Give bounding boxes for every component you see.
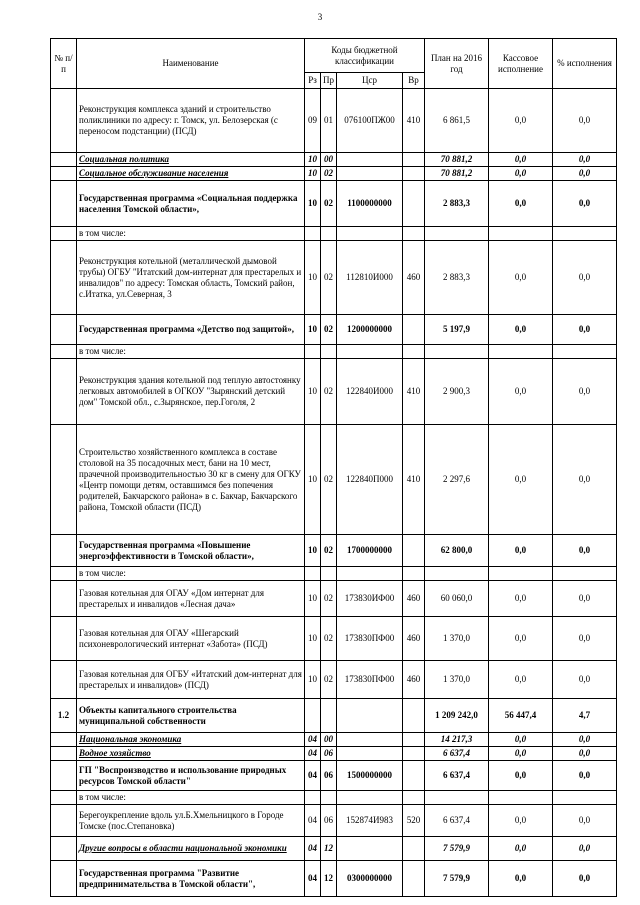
cell-plan: 14 217,3 — [425, 733, 489, 747]
cell-pct: 0,0 — [553, 181, 617, 227]
cell-pr: 00 — [321, 733, 337, 747]
table-row — [51, 617, 617, 661]
cell-vr — [403, 167, 425, 181]
cell-cash: 0,0 — [489, 805, 553, 837]
cell-num — [51, 359, 77, 425]
cell-pr: 12 — [321, 837, 337, 861]
cell-num — [51, 791, 77, 805]
cell-empty — [489, 567, 553, 581]
cell-num — [51, 747, 77, 761]
cell-plan: 6 637,4 — [425, 761, 489, 791]
table-row — [51, 535, 617, 567]
cell-csr: 1500000000 — [337, 761, 403, 791]
cell-pr: 06 — [321, 761, 337, 791]
cell-cash: 0,0 — [489, 153, 553, 167]
cell-rz: 04 — [305, 837, 321, 861]
cell-rz: 09 — [305, 89, 321, 153]
cell-empty — [425, 567, 489, 581]
cell-name: Газовая котельная для ОГАУ «Дом интернат для престарелых и инвалидов «Лесная дача» — [77, 581, 305, 617]
cell-empty — [403, 227, 425, 241]
cell-vr: 410 — [403, 425, 425, 535]
cell-pr: 02 — [321, 181, 337, 227]
cell-cash: 0,0 — [489, 861, 553, 897]
cell-num — [51, 167, 77, 181]
table-row — [51, 241, 617, 315]
header-vr: Вр — [403, 73, 425, 89]
cell-empty — [305, 791, 321, 805]
cell-name: Реконструкция котельной (металлической дымовой трубы) ОГБУ "Итатский дом-интернат для престарелых и инвалидов" по адресу: Томская область, Томский район, с.Итатка, ул.Северная, 3 — [77, 241, 305, 315]
table-body — [51, 89, 617, 897]
cell-csr: 173830ИФ00 — [337, 581, 403, 617]
cell-vr — [403, 535, 425, 567]
cell-pct: 0,0 — [553, 661, 617, 699]
table-row — [51, 699, 617, 733]
cell-csr: 152874И983 — [337, 805, 403, 837]
cell-empty — [489, 791, 553, 805]
cell-vr — [403, 315, 425, 345]
cell-rz: 10 — [305, 241, 321, 315]
cell-rz: 10 — [305, 167, 321, 181]
cell-cash: 0,0 — [489, 535, 553, 567]
cell-rz: 04 — [305, 805, 321, 837]
cell-name: Газовая котельная для ОГБУ «Итатский дом-интернат для престарелых и инвалидов» (ПСД) — [77, 661, 305, 699]
cell-rz: 04 — [305, 761, 321, 791]
cell-pr: 06 — [321, 805, 337, 837]
header-pct: % исполнения — [553, 39, 617, 89]
cell-pr: 06 — [321, 747, 337, 761]
cell-num — [51, 153, 77, 167]
cell-pr: 02 — [321, 661, 337, 699]
cell-cash: 0,0 — [489, 181, 553, 227]
cell-empty — [337, 791, 403, 805]
cell-plan: 2 900,3 — [425, 359, 489, 425]
cell-cash: 0,0 — [489, 617, 553, 661]
cell-empty — [553, 791, 617, 805]
cell-rz: 10 — [305, 581, 321, 617]
cell-name: в том числе: — [77, 227, 305, 241]
cell-pct: 0,0 — [553, 761, 617, 791]
table-row — [51, 153, 617, 167]
cell-num — [51, 861, 77, 897]
cell-vr — [403, 153, 425, 167]
cell-name: Водное хозяйство — [77, 747, 305, 761]
cell-num — [51, 535, 77, 567]
cell-plan: 70 881,2 — [425, 153, 489, 167]
cell-pr: 12 — [321, 861, 337, 897]
cell-name: Государственная программа «Повышение энергоэффективности в Томской области», — [77, 535, 305, 567]
cell-plan: 2 883,3 — [425, 241, 489, 315]
cell-vr: 460 — [403, 241, 425, 315]
cell-empty — [321, 345, 337, 359]
cell-pct: 0,0 — [553, 535, 617, 567]
cell-name: в том числе: — [77, 791, 305, 805]
header-cash: Кассовое исполнение — [489, 39, 553, 89]
table-row — [51, 359, 617, 425]
cell-pr: 02 — [321, 581, 337, 617]
cell-csr: 1700000000 — [337, 535, 403, 567]
cell-pct: 0,0 — [553, 89, 617, 153]
table-row — [51, 167, 617, 181]
cell-rz: 10 — [305, 359, 321, 425]
cell-cash: 0,0 — [489, 241, 553, 315]
cell-pr: 02 — [321, 167, 337, 181]
cell-num — [51, 733, 77, 747]
cell-pct: 0,0 — [553, 241, 617, 315]
cell-empty — [489, 227, 553, 241]
cell-vr — [403, 699, 425, 733]
cell-num — [51, 567, 77, 581]
cell-cash: 0,0 — [489, 167, 553, 181]
cell-pr — [321, 699, 337, 733]
cell-vr: 520 — [403, 805, 425, 837]
cell-plan: 7 579,9 — [425, 837, 489, 861]
table-row — [51, 791, 617, 805]
cell-num — [51, 425, 77, 535]
cell-plan: 6 637,4 — [425, 805, 489, 837]
cell-csr — [337, 153, 403, 167]
cell-pct: 0,0 — [553, 167, 617, 181]
cell-empty — [553, 345, 617, 359]
table-row — [51, 837, 617, 861]
cell-plan: 1 370,0 — [425, 617, 489, 661]
cell-cash: 0,0 — [489, 747, 553, 761]
cell-rz: 10 — [305, 181, 321, 227]
cell-csr: 0300000000 — [337, 861, 403, 897]
cell-csr — [337, 167, 403, 181]
table-row — [51, 861, 617, 897]
cell-rz: 04 — [305, 733, 321, 747]
table-row — [51, 181, 617, 227]
cell-empty — [321, 567, 337, 581]
cell-pr: 02 — [321, 241, 337, 315]
cell-pr: 00 — [321, 153, 337, 167]
cell-pct: 0,0 — [553, 617, 617, 661]
cell-num — [51, 837, 77, 861]
cell-pct: 0,0 — [553, 747, 617, 761]
cell-csr — [337, 837, 403, 861]
cell-rz: 04 — [305, 861, 321, 897]
cell-plan: 1 370,0 — [425, 661, 489, 699]
table-row — [51, 581, 617, 617]
cell-plan: 70 881,2 — [425, 167, 489, 181]
cell-vr — [403, 761, 425, 791]
cell-csr — [337, 747, 403, 761]
cell-rz: 10 — [305, 153, 321, 167]
cell-csr: 1200000000 — [337, 315, 403, 345]
cell-rz: 10 — [305, 661, 321, 699]
cell-csr: 173830ПФ00 — [337, 617, 403, 661]
cell-vr — [403, 837, 425, 861]
cell-empty — [403, 791, 425, 805]
cell-vr: 410 — [403, 89, 425, 153]
cell-cash: 0,0 — [489, 315, 553, 345]
cell-name: Государственная программа «Социальная поддержка населения Томской области», — [77, 181, 305, 227]
cell-vr — [403, 181, 425, 227]
cell-pct: 0,0 — [553, 359, 617, 425]
cell-empty — [553, 567, 617, 581]
cell-pct: 0,0 — [553, 153, 617, 167]
cell-pct: 0,0 — [553, 805, 617, 837]
cell-rz: 10 — [305, 617, 321, 661]
cell-plan: 60 060,0 — [425, 581, 489, 617]
cell-pr: 02 — [321, 359, 337, 425]
cell-plan: 1 209 242,0 — [425, 699, 489, 733]
cell-num — [51, 345, 77, 359]
table-row — [51, 567, 617, 581]
cell-vr: 410 — [403, 359, 425, 425]
cell-pct: 0,0 — [553, 581, 617, 617]
cell-cash: 0,0 — [489, 837, 553, 861]
cell-plan: 6 861,5 — [425, 89, 489, 153]
table-row — [51, 227, 617, 241]
cell-num: 1.2 — [51, 699, 77, 733]
cell-plan: 6 637,4 — [425, 747, 489, 761]
cell-pr: 02 — [321, 425, 337, 535]
header-num: № п/п — [51, 39, 77, 89]
table-row — [51, 761, 617, 791]
cell-name: Государственная программа «Детство под защитой», — [77, 315, 305, 345]
cell-num — [51, 181, 77, 227]
cell-empty — [337, 345, 403, 359]
header-rz: Рз — [305, 73, 321, 89]
table-row — [51, 315, 617, 345]
cell-cash: 0,0 — [489, 661, 553, 699]
cell-vr: 460 — [403, 661, 425, 699]
cell-pct: 4,7 — [553, 699, 617, 733]
cell-name: Государственная программа "Развитие предпринимательства в Томской области", — [77, 861, 305, 897]
table-row — [51, 89, 617, 153]
cell-num — [51, 315, 77, 345]
cell-cash: 0,0 — [489, 581, 553, 617]
cell-name: в том числе: — [77, 567, 305, 581]
cell-num — [51, 581, 77, 617]
cell-name: ГП "Воспроизводство и использование природных ресурсов Томской области" — [77, 761, 305, 791]
cell-plan: 5 197,9 — [425, 315, 489, 345]
cell-empty — [337, 567, 403, 581]
cell-name: Строительство хозяйственного комплекса в составе столовой на 35 посадочных мест, бани на 10 мест, прачечной производительностью 30 кг в смену для ОГКУ «Центр помощи детям, оставшимся без попечения родителей, Бакчарского района» в с. Бакчар, Бакчарского района, Томской области (ПСД) — [77, 425, 305, 535]
cell-cash: 0,0 — [489, 89, 553, 153]
cell-name: Берегоукрепление вдоль ул.Б.Хмельницкого в Городе Томске (пос.Степановка) — [77, 805, 305, 837]
header-codes: Коды бюджетной классификации — [305, 39, 425, 73]
cell-name: Объекты капитального строительства муниципальной собственности — [77, 699, 305, 733]
cell-plan: 2 297,6 — [425, 425, 489, 535]
cell-pct: 0,0 — [553, 315, 617, 345]
cell-empty — [553, 227, 617, 241]
header-plan: План на 2016 год — [425, 39, 489, 89]
header-name: Наименование — [77, 39, 305, 89]
cell-empty — [305, 227, 321, 241]
cell-csr: 076100ПЖ00 — [337, 89, 403, 153]
cell-vr — [403, 733, 425, 747]
cell-csr — [337, 733, 403, 747]
cell-csr — [337, 699, 403, 733]
cell-rz: 10 — [305, 315, 321, 345]
cell-pct: 0,0 — [553, 861, 617, 897]
cell-pct: 0,0 — [553, 733, 617, 747]
cell-pct: 0,0 — [553, 425, 617, 535]
table-row — [51, 661, 617, 699]
cell-cash: 0,0 — [489, 359, 553, 425]
table-row — [51, 805, 617, 837]
cell-name: Газовая котельная для ОГАУ «Шегарский психоневрологический интернат «Забота» (ПСД) — [77, 617, 305, 661]
cell-name: Другие вопросы в области национальной экономики — [77, 837, 305, 861]
cell-empty — [403, 567, 425, 581]
cell-csr: 1100000000 — [337, 181, 403, 227]
cell-csr: 122840И000 — [337, 359, 403, 425]
cell-empty — [489, 345, 553, 359]
cell-cash: 0,0 — [489, 425, 553, 535]
cell-num — [51, 241, 77, 315]
cell-empty — [425, 227, 489, 241]
cell-empty — [305, 345, 321, 359]
cell-name: Национальная экономика — [77, 733, 305, 747]
budget-table — [50, 38, 617, 897]
cell-rz: 10 — [305, 535, 321, 567]
cell-rz: 10 — [305, 425, 321, 535]
cell-rz — [305, 699, 321, 733]
cell-pr: 02 — [321, 617, 337, 661]
cell-plan: 7 579,9 — [425, 861, 489, 897]
cell-name: Реконструкция комплекса зданий и строительство поликлиники по адресу: г. Томск, ул. Белозерская (с переносом подстанции) (ПСД) — [77, 89, 305, 153]
cell-name: в том числе: — [77, 345, 305, 359]
header-pr: Пр — [321, 73, 337, 89]
cell-pr: 02 — [321, 535, 337, 567]
cell-num — [51, 761, 77, 791]
table-row — [51, 425, 617, 535]
cell-cash: 0,0 — [489, 733, 553, 747]
cell-plan: 62 800,0 — [425, 535, 489, 567]
cell-pr: 02 — [321, 315, 337, 345]
cell-pr: 01 — [321, 89, 337, 153]
cell-num — [51, 617, 77, 661]
cell-vr — [403, 861, 425, 897]
table-row — [51, 747, 617, 761]
cell-pct: 0,0 — [553, 837, 617, 861]
cell-empty — [425, 791, 489, 805]
table-row — [51, 733, 617, 747]
cell-vr — [403, 747, 425, 761]
cell-empty — [403, 345, 425, 359]
cell-vr: 460 — [403, 617, 425, 661]
table-row — [51, 345, 617, 359]
cell-cash: 0,0 — [489, 761, 553, 791]
cell-name: Социальное обслуживание населения — [77, 167, 305, 181]
cell-rz: 04 — [305, 747, 321, 761]
cell-empty — [337, 227, 403, 241]
cell-plan: 2 883,3 — [425, 181, 489, 227]
cell-empty — [425, 345, 489, 359]
cell-cash: 56 447,4 — [489, 699, 553, 733]
cell-empty — [305, 567, 321, 581]
cell-name: Реконструкция здания котельной под теплую автостоянку легковых автомобилей в ОГКОУ "Зырянский детский дом" Томской обл., с.Зырянское, пер.Гоголя, 2 — [77, 359, 305, 425]
cell-num — [51, 805, 77, 837]
cell-csr: 173830ПФ00 — [337, 661, 403, 699]
cell-num — [51, 661, 77, 699]
cell-csr: 122840П000 — [337, 425, 403, 535]
cell-name: Социальная политика — [77, 153, 305, 167]
cell-empty — [321, 227, 337, 241]
cell-csr: 112810И000 — [337, 241, 403, 315]
cell-vr: 460 — [403, 581, 425, 617]
page-number: 3 — [317, 12, 323, 22]
cell-num — [51, 89, 77, 153]
cell-empty — [321, 791, 337, 805]
header-csr: Цср — [337, 73, 403, 89]
cell-num — [51, 227, 77, 241]
